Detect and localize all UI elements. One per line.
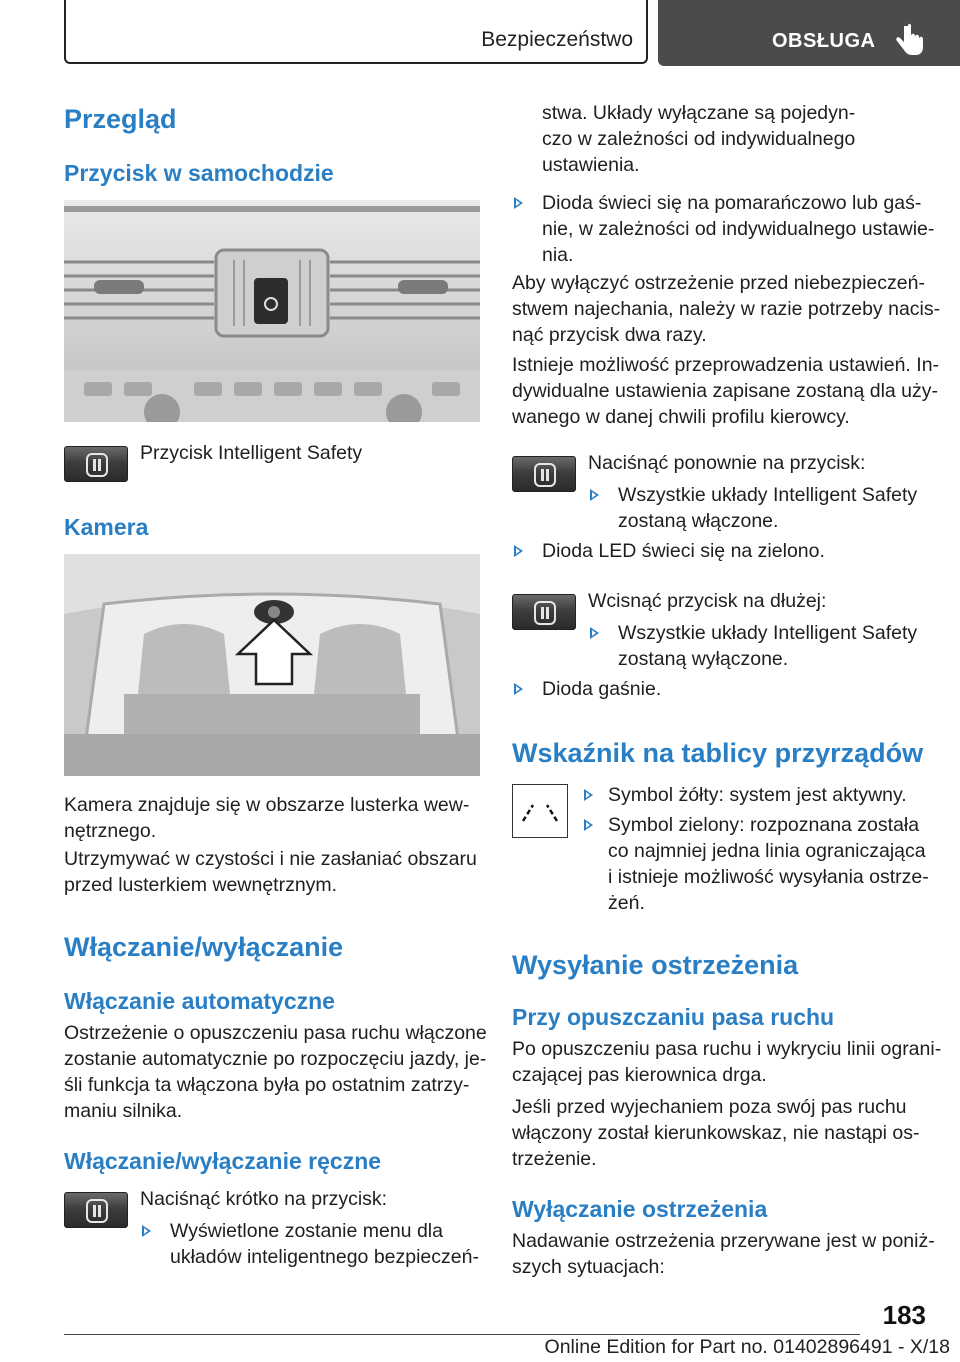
bullet-triangle-icon [142,1225,151,1237]
subheading-turn-off: Wyłączanie ostrzeżenia [512,1196,768,1222]
disable-paragraph: Aby wyłączyć ostrzeżenie przed niebezpieczeń- stwem najechania, należy w razie potrzeby nacis- nąć przycisk dwa razy. [512,272,941,346]
subheading-camera: Kamera [64,514,149,540]
manual-caption: Naciśnąć krótko na przycisk: [140,1188,388,1210]
page-number: 183 [882,1300,926,1330]
intelligent-safety-button-icon [512,594,576,630]
bullet-triangle-icon [514,197,523,209]
symbol-yellow-bullet: Symbol żółty: system jest aktywny. [608,784,907,806]
symbol-green-bullet: Symbol zielony: rozpoznana została co najmniej jedna linia ograniczająca i istnieje możliwość wysyłania ostrze- żeń. [608,814,929,914]
press-again-bullet: Wszystkie układy Intelligent Safety zostaną włączone. [618,484,918,532]
led-bullet: Dioda świeci się na pomarańczowo lub gaś- nie, w zależności od indywidualnego ustawie- nia. [542,192,935,266]
lane-paragraph-2: Jeśli przed wyjechaniem poza swój pas ruchu włączony został kierunkowskaz, nie nastąpi os- trzeżenie. [512,1096,920,1170]
footer-edition: Online Edition for Part no. 01402896491 - X/18 [544,1336,950,1358]
chapter-tab[interactable] [658,0,960,66]
press-long-caption: Wcisnąć przycisk na dłużej: [588,590,827,612]
bullet-triangle-icon [514,683,523,695]
hand-pointer-icon [894,22,926,58]
continued-paragraph: stwa. Układy wyłączane są pojedyn- czo w zależności od indywidualnego ustawienia. [542,102,856,176]
chapter-tab-label: OBSŁUGA [772,30,876,52]
lane-departure-indicator-icon [512,784,568,838]
bullet-triangle-icon [584,789,593,801]
button-caption: Przycisk Intelligent Safety [140,442,363,464]
manual-bullet: Wyświetlone zostanie menu dla układów inteligentnego bezpieczeń- [170,1220,479,1268]
press-again-caption: Naciśnąć ponownie na przycisk: [588,452,866,474]
subheading-manual: Włączanie/wyłączanie ręczne [64,1148,382,1174]
heading-warning: Wysyłanie ostrzeżenia [512,950,799,980]
heading-on-off: Włączanie/wyłączanie [64,932,344,962]
intelligent-safety-button-icon [64,446,128,482]
press-long-bullet: Wszystkie układy Intelligent Safety zostaną wyłączone. [618,622,918,670]
settings-paragraph: Istnieje możliwość przeprowadzenia ustawień. In- dywidualne ustawienia zapisane zostaną dla uży- wanego w danej chwili profilu kierowcy. [512,354,940,428]
page-title: Przegląd [64,104,177,134]
dashboard-button-photo [64,200,480,422]
bullet-triangle-icon [514,545,523,557]
led-green-bullet: Dioda LED świeci się na zielono. [542,540,825,562]
automatic-paragraph: Ostrzeżenie o opuszczeniu pasa ruchu włączone zostanie automatycznie po rozpoczęciu jazdy, je- śli funkcja ta włączona była po ostatnim zatrzy- maniu silnika. [64,1022,487,1122]
intelligent-safety-button-icon [64,1192,128,1228]
footer-divider [64,1334,860,1335]
section-title: Bezpieczeństwo [481,28,633,51]
camera-paragraph-1: Kamera znajduje się w obszarze lusterka wew- nętrznego. [64,794,470,842]
camera-paragraph-2: Utrzymywać w czystości i nie zasłaniać obszaru przed lusterkiem wewnętrznym. [64,848,477,896]
subheading-lane: Przy opuszczaniu pasa ruchu [512,1004,835,1030]
subheading-automatic: Włączanie automatyczne [64,988,335,1014]
led-off-bullet: Dioda gaśnie. [542,678,662,700]
bullet-triangle-icon [590,627,599,639]
bullet-triangle-icon [584,819,593,831]
heading-indicator: Wskaźnik na tablicy przyrządów [512,738,924,768]
bullet-triangle-icon [590,489,599,501]
turn-off-paragraph: Nadawanie ostrzeżenia przerywane jest w poniż- szych sytuacjach: [512,1230,935,1278]
lane-paragraph-1: Po opuszczeniu pasa ruchu i wykryciu linii ograni- czającej pas kierownica drga. [512,1038,942,1086]
camera-photo [64,554,480,776]
subheading-button: Przycisk w samochodzie [64,160,334,186]
intelligent-safety-button-icon [512,456,576,492]
